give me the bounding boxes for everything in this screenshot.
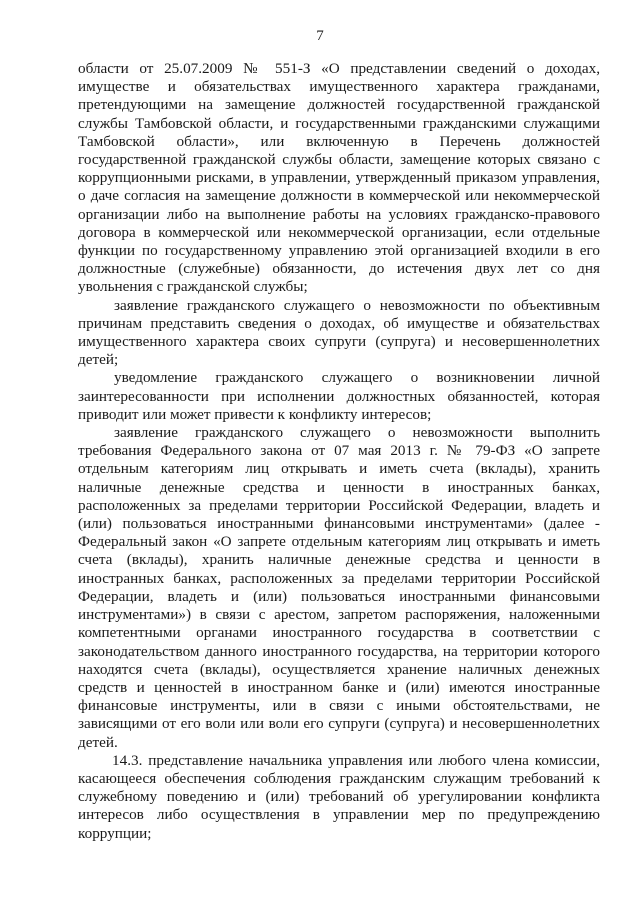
paragraph-foreign-accounts-statement: заявление гражданского служащего о невозможности выполнить требования Федерального закона от 07 мая 2013 г. № 79-ФЗ «О запрете отдельным категориям лиц открывать и иметь счета (вклады), хранить наличные денежные средства и ценности в иностранных банках, расположенных за пределами территории Российской Федерации, владеть и (или) пользоваться иностранными финансовыми инструментами» (далее - Федеральный закон «О запрете отдельным категориям лиц открывать и иметь счета (вклады), хранить наличные денежные средства и ценности в иностранных банках, расположенных за пределами территории Российской Федерации, владеть и (или) пользоваться иностранными финансовыми инструментами») в связи с арестом, запретом распоряжения, наложенными компетентными органами иностранного государства в соответствии с законодательством данного иностранного государства, на территории которого находятся счета (вклады), осуществляется хранение наличных денежных средств и ценностей в иностранном банке и (или) имеются иностранные финансовые инструменты, или в связи с иными обстоятельствами, не зависящими от его воли или воли его супруги (супруга) и несовершеннолетних детей.	[78, 424, 600, 751]
page-number: 7	[316, 28, 324, 44]
paragraph-14-3: 14.3. представление начальника управления или любого члена комиссии, касающееся обеспечения соблюдения гражданским служащим требований к служебному поведению и (или) требований об урегулировании конфликта интересов либо осуществления в управлении мер по предупреждению коррупции;	[78, 751, 600, 842]
paragraph-regional-law-consent: области от 25.07.2009 № 551-З «О представлении сведений о доходах, имуществе и обязательствах имущественного характера гражданами, претендующими на замещение должностей государственной гражданской службы Тамбовской области, и государственными гражданскими служащими Тамбовской области», или включенную в Перечень должностей государственной гражданской службы области, замещение которых связано с коррупционными рисками, в управлении, утвержденный приказом управления, о даче согласия на замещение должности в коммерческой или некоммерческой организации либо на выполнение работы на условиях гражданско-правового договора в коммерческой или некоммерческой организации, если отдельные функции по государственному управлению этой организацией входили в его должностные (служебные) обязанности, до истечения двух лет со дня увольнения с гражданской службы;	[78, 60, 600, 296]
paragraph-statement-income-info: заявление гражданского служащего о невозможности по объективным причинам представить сведения о доходах, об имуществе и обязательствах имущественного характера своих супруги (супруга) и несовершеннолетних детей;	[78, 296, 600, 369]
paragraph-conflict-notice: уведомление гражданского служащего о возникновении личной заинтересованности при исполнении должностных обязанностей, которая приводит или может привести к конфликту интересов;	[78, 369, 600, 423]
document-body	[78, 60, 600, 843]
